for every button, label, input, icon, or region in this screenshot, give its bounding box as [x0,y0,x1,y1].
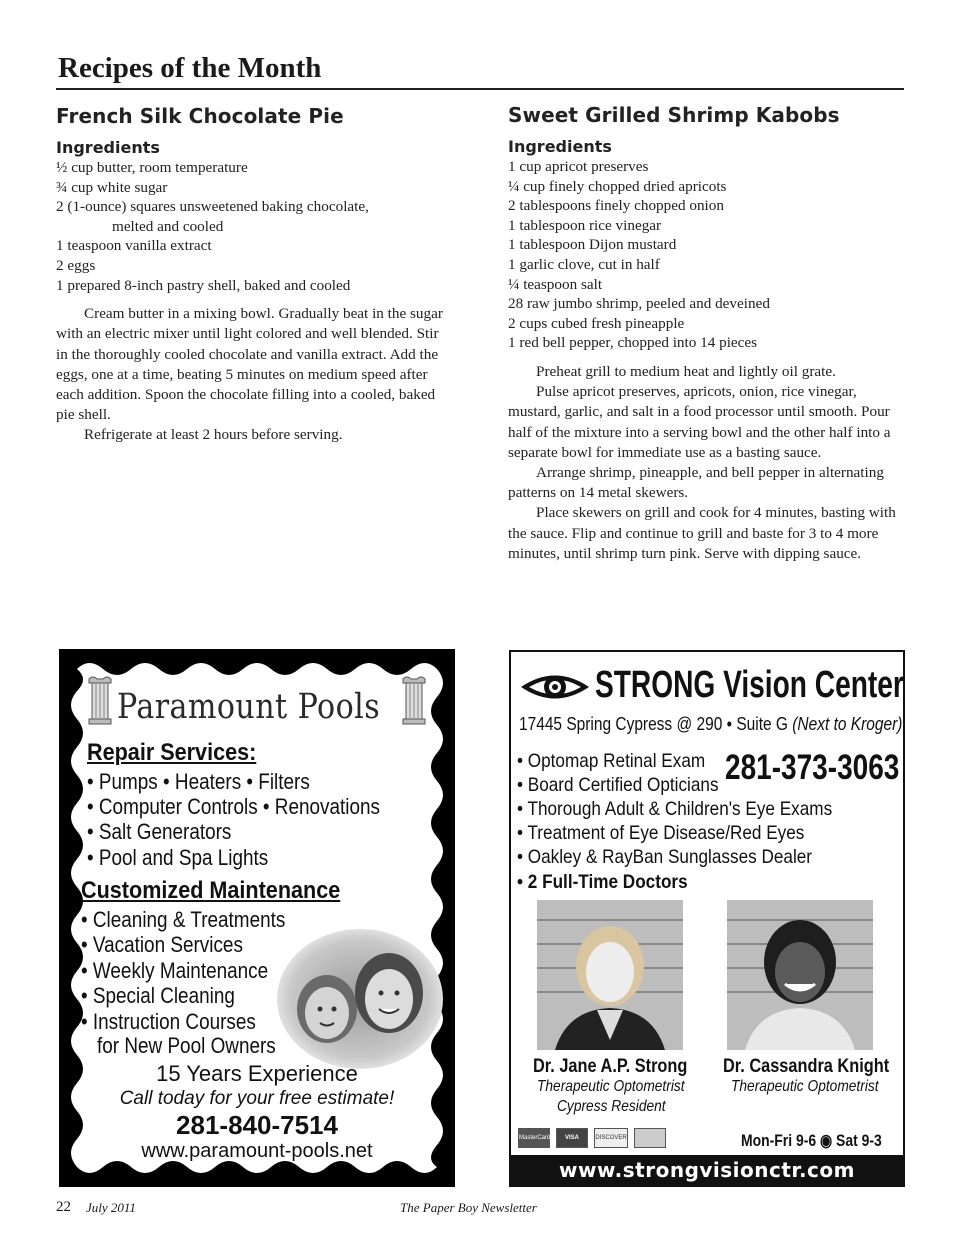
page-number: 22 [56,1199,71,1215]
directions [508,362,906,564]
ingredient-list [508,157,906,353]
doctor2-title: Therapeutic Optometrist [731,1078,879,1095]
ingredient-item: 1 garlic clove, cut in half [508,255,660,273]
office-hours [741,1131,882,1151]
mastercard-logo: MasterCard [518,1128,550,1148]
ingredient-item: 1 teaspoon vanilla extract [56,237,212,255]
maintenance-item: • Cleaning & Treatments [81,907,286,932]
hours-saturday: Sat 9-3 [836,1131,882,1150]
eye-bullet-icon: ◉ [820,1131,833,1150]
ingredient-item: 1 red bell pepper, chopped into 14 pieces [508,334,758,352]
direction-paragraph: Pulse apricot preserves, apricots, onion, rice vinegar, mustard, garlic, and salt in a food processor until smooth. Pour half of the mixture into a serving bowl and the other half into a separate bowl for immediate use as a basting sauce. [508,383,891,461]
pools-website[interactable]: www.paramount-pools.net [141,1140,373,1162]
hours-weekday: Mon-Fri 9-6 [741,1131,817,1150]
vision-center-name: STRONG Vision Center [595,664,904,706]
call-to-action: Call today for your free estimate! [119,1088,395,1109]
kids-in-pool-photo [277,929,443,1069]
visa-logo: VISA [556,1128,588,1148]
experience-text: 15 Years Experience [156,1061,358,1086]
pools-phone[interactable]: 281-840-7514 [176,1110,338,1140]
directions [56,304,454,445]
doctor1-note: Cypress Resident [557,1098,666,1115]
maintenance-item: • Special Cleaning [81,983,235,1008]
maintenance-item: • Vacation Services [81,932,243,957]
ingredient-item: 1 tablespoon rice vinegar [508,216,662,234]
maintenance-item: for New Pool Owners [97,1033,276,1058]
vision-phone[interactable]: 281-373-3063 [725,748,900,787]
ingredient-item: 2 cups cubed fresh pineapple [508,314,685,332]
discover-logo: DISCOVER [594,1128,628,1148]
ingredient-item: 2 tablespoons finely chopped onion [508,197,724,215]
ingredient-item: 28 raw jumbo shrimp, peeled and deveined [508,295,770,313]
ingredient-item: ¼ cup finely chopped dried apricots [508,177,727,195]
service-item: • Oakley & RayBan Sunglasses Dealer [517,846,813,868]
recipe-french-silk-pie [56,104,454,446]
service-item: • Thorough Adult & Children's Eye Exams [517,798,833,820]
maintenance-item: • Weekly Maintenance [81,958,269,983]
ingredient-item: 1 tablespoon Dijon mustard [508,236,677,254]
ingredient-item: ¾ cup white sugar [56,178,168,196]
doctor1-name: Dr. Jane A.P. Strong [533,1056,688,1077]
recipe-title: French Silk Chocolate Pie [56,104,344,128]
repair-services-heading: Repair Services: [87,739,257,766]
issue-date: July 2011 [86,1200,136,1215]
amex-logo-icon [634,1128,666,1148]
strong-vision-ad [509,650,905,1187]
title-divider [56,88,904,90]
repair-item: • Salt Generators [87,819,232,844]
pools-company-name: Paramount Pools [117,687,381,727]
repair-item: • Pumps • Heaters • Filters [87,769,310,794]
address-note: (Next to Kroger) [792,714,903,734]
repair-item: • Computer Controls • Renovations [87,794,380,819]
maintenance-heading: Customized Maintenance [81,877,341,904]
paramount-pools-ad [59,649,455,1187]
ingredients-heading: Ingredients [508,137,612,156]
ingredients-heading: Ingredients [56,138,160,157]
doctor-photo-strong [537,900,683,1050]
ingredient-item: 2 eggs [56,256,96,274]
eye-logo-icon [519,670,591,704]
doctor-photo-knight [727,900,873,1050]
direction-paragraph: Place skewers on grill and cook for 4 minutes, basting with the sauce. Flip and continue to grill and baste for 3 to 4 more minutes, until shrimp turn pink. Serve with dipping sauce. [508,504,896,562]
direction-paragraph: Arrange shrimp, pineapple, and bell pepper in alternating patterns on 14 metal skewers. [508,463,884,502]
ingredient-item: 2 (1-ounce) squares unsweetened baking chocolate, [56,198,369,216]
page-title: Recipes of the Month [58,52,322,84]
repair-item: • Pool and Spa Lights [87,845,269,870]
doctor1-title: Therapeutic Optometrist [537,1078,685,1095]
vision-website[interactable]: www.strongvisionctr.com [511,1155,903,1185]
publication-name: The Paper Boy Newsletter [400,1200,537,1215]
ingredient-list [56,158,454,295]
service-item: • Treatment of Eye Disease/Red Eyes [517,822,805,844]
service-item: • Board Certified Opticians [517,774,719,796]
recipe-shrimp-kabobs [508,103,906,564]
ingredient-item: ¼ teaspoon salt [508,275,603,293]
direction-paragraph: Cream butter in a mixing bowl. Gradually beat in the sugar with an electric mixer until light colored and well blended. Stir in the thoroughly cooled chocolate and vanilla extract. Add the eggs, one at a time, beating 5 minutes on medium speed after each addition. Spoon the chocolate filling into a cooled, baked pie shell. [56,305,443,424]
recipe-title: Sweet Grilled Shrimp Kabobs [508,103,840,127]
column-icon [87,675,113,725]
direction-paragraph: Refrigerate at least 2 hours before serving. [84,426,343,444]
maintenance-item: • Instruction Courses [81,1009,256,1034]
address-text: 17445 Spring Cypress @ 290 • Suite G [519,714,788,734]
service-item: • Optomap Retinal Exam [517,750,706,772]
column-icon [401,675,427,725]
ingredient-item: 1 prepared 8-inch pastry shell, baked and cooled [56,276,351,294]
ingredient-item: melted and cooled [112,217,224,235]
ingredient-item: 1 cup apricot preserves [508,158,649,175]
doctors-count: • 2 Full-Time Doctors [517,871,688,893]
vision-address [519,714,902,735]
ingredient-item: ½ cup butter, room temperature [56,159,248,176]
direction-paragraph: Preheat grill to medium heat and lightly oil grate. [536,362,836,380]
doctor2-name: Dr. Cassandra Knight [723,1056,890,1077]
